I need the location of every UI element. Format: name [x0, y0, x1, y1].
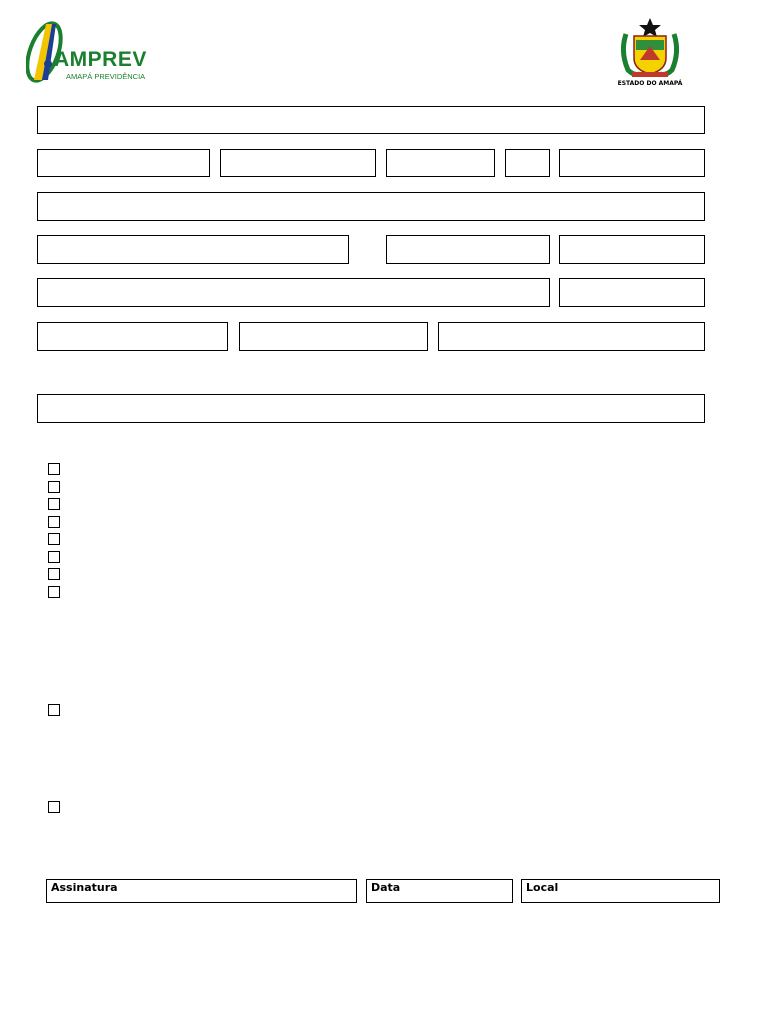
- checkbox-1[interactable]: [48, 463, 60, 475]
- checkbox-5[interactable]: [48, 533, 60, 545]
- form-field-row7[interactable]: [37, 394, 705, 423]
- form-field-row2-e[interactable]: [559, 149, 705, 177]
- checkbox-8[interactable]: [48, 586, 60, 598]
- form-field-row6-c[interactable]: [438, 322, 705, 351]
- checkbox-9[interactable]: [48, 704, 60, 716]
- date-label: Data: [371, 881, 401, 894]
- coat-of-arms-icon: [616, 16, 684, 80]
- form-field-row1[interactable]: [37, 106, 705, 134]
- date-field[interactable]: [366, 879, 513, 903]
- checkbox-2[interactable]: [48, 481, 60, 493]
- state-label: ESTADO DO AMAPÁ: [617, 80, 683, 87]
- signature-label: Assinatura: [51, 881, 118, 894]
- place-label: Local: [526, 881, 559, 894]
- checkbox-10[interactable]: [48, 801, 60, 813]
- checkbox-4[interactable]: [48, 516, 60, 528]
- checkbox-7[interactable]: [48, 568, 60, 580]
- logo-name: AMPREV: [54, 48, 147, 71]
- form-field-row4-c[interactable]: [559, 235, 705, 264]
- form-field-row6-b[interactable]: [239, 322, 428, 351]
- logo-subtitle: AMAPÁ PREVIDÊNCIA: [66, 72, 146, 81]
- form-field-row4-a[interactable]: [37, 235, 349, 264]
- checkbox-6[interactable]: [48, 551, 60, 563]
- form-field-row5-a[interactable]: [37, 278, 550, 307]
- state-coat-of-arms: [616, 16, 684, 80]
- signature-field[interactable]: [46, 879, 357, 903]
- form-field-row6-a[interactable]: [37, 322, 228, 351]
- form-field-row3[interactable]: [37, 192, 705, 221]
- form-field-row5-b[interactable]: [559, 278, 705, 307]
- form-field-row4-b[interactable]: [386, 235, 550, 264]
- checkbox-3[interactable]: [48, 498, 60, 510]
- place-field[interactable]: [521, 879, 720, 903]
- form-field-row2-b[interactable]: [220, 149, 376, 177]
- form-field-row2-d[interactable]: [505, 149, 550, 177]
- form-field-row2-a[interactable]: [37, 149, 210, 177]
- form-field-row2-c[interactable]: [386, 149, 495, 177]
